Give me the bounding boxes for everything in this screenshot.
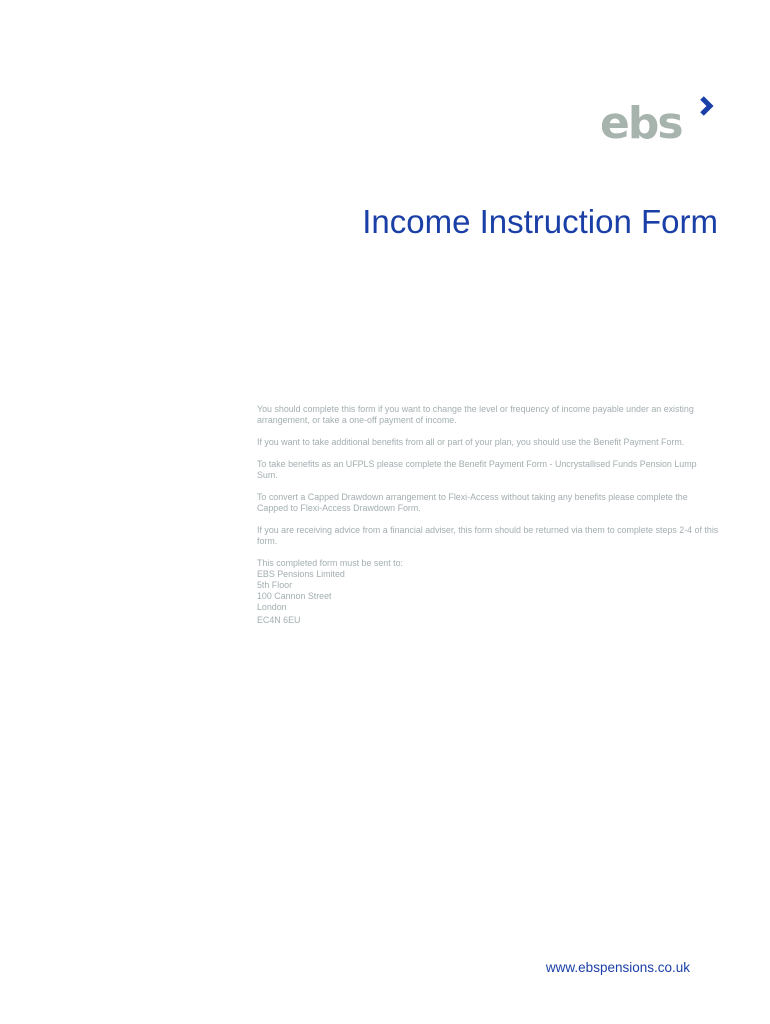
page-title: Income Instruction Form [362, 203, 718, 240]
address-postcode: EC4N 6EU [257, 615, 301, 625]
intro-paragraph: To take benefits as an UFPLS please complete the Benefit Payment Form - Uncrystallised Funds Pension Lump Sum. [257, 459, 697, 480]
logo-wordmark: ebs [600, 98, 682, 149]
intro-paragraph: If you are receiving advice from a financial adviser, this form should be returned via them to complete steps 2-4 of this form. [257, 525, 719, 546]
address-line: EBS Pensions Limited [257, 569, 345, 579]
address-line: London [257, 602, 287, 612]
intro-text [257, 404, 719, 626]
intro-paragraph: To convert a Capped Drawdown arrangement to Flexi-Access without taking any benefits please complete the Capped to Flexi-Access Drawdown Form. [257, 492, 688, 513]
address-intro: This completed form must be sent to: [257, 558, 404, 568]
ebs-logo [600, 94, 722, 149]
intro-paragraph: If you want to take additional benefits from all or part of your plan, you should use the Benefit Payment Form. [257, 437, 685, 447]
intro-paragraph: You should complete this form if you want to change the level or frequency of income payable under an existing arrangement, or take a one-off payment of income. [257, 404, 694, 425]
postal-address [257, 558, 719, 626]
website-link[interactable]: www.ebspensions.co.uk [545, 960, 690, 975]
address-line: 100 Cannon Street [257, 591, 332, 601]
address-line: 5th Floor [257, 580, 293, 590]
chevron-right-icon [697, 94, 717, 120]
